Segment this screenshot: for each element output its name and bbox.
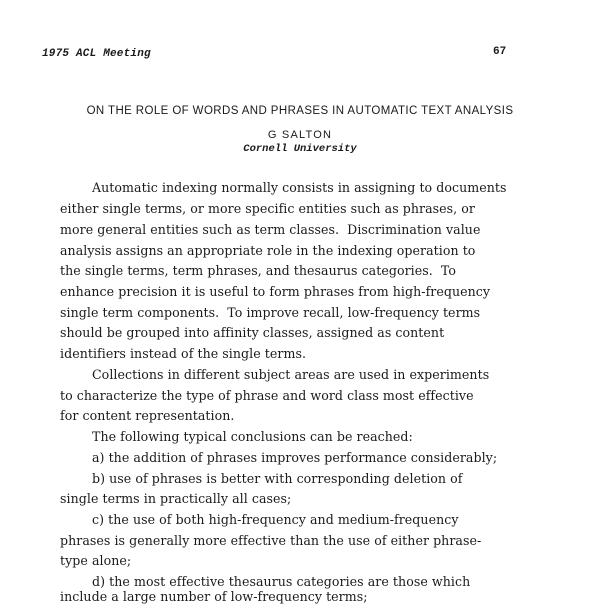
body-line: a) the addition of phrases improves performance considerably; <box>92 450 498 465</box>
body-line: to characterize the type of phrase and word class most effective <box>60 388 474 403</box>
body-line: for content representation. <box>60 408 235 423</box>
body-line: analysis assigns an appropriate role in the indexing operation to <box>60 243 476 258</box>
body-line: d) the most effective thesaurus categories are those which <box>92 574 471 589</box>
body-line: include a large number of low-frequency terms; <box>60 589 368 604</box>
body-line: identifiers instead of the single terms. <box>60 346 307 361</box>
body-line: phrases is generally more effective than the use of either phrase- <box>60 533 482 548</box>
body-line: c) the use of both high-frequency and medium-frequency <box>92 512 459 527</box>
running-head: 1975 ACL Meeting <box>42 48 151 60</box>
body-line: either single terms, or more specific entities such as phrases, or <box>60 201 475 216</box>
body-line: Collections in different subject areas are used in experiments <box>92 367 490 382</box>
body-line: b) use of phrases is better with corresponding deletion of <box>92 471 463 486</box>
body-line: more general entities such as term classes. Discrimination value <box>60 222 481 237</box>
body-line: single terms in practically all cases; <box>60 491 292 506</box>
body-line: Automatic indexing normally consists in assigning to documents <box>92 180 507 195</box>
body-line: enhance precision it is useful to form phrases from high-frequency <box>60 284 491 299</box>
body-line: should be grouped into affinity classes, assigned as content <box>60 325 445 340</box>
page-number: 67 <box>493 46 507 58</box>
body-line: type alone; <box>60 553 132 568</box>
body-line: single term components. To improve recall, low-frequency terms <box>60 305 481 320</box>
body-line: The following typical conclusions can be reached: <box>92 429 413 444</box>
body-line: the single terms, term phrases, and thesaurus categories. To <box>60 263 457 278</box>
paper-title: ON THE ROLE OF WORDS AND PHRASES IN AUTOMATIC TEXT ANALYSIS <box>86 105 514 117</box>
author-affiliation: Cornell University <box>243 143 357 155</box>
author-name: G SALTON <box>267 129 333 141</box>
